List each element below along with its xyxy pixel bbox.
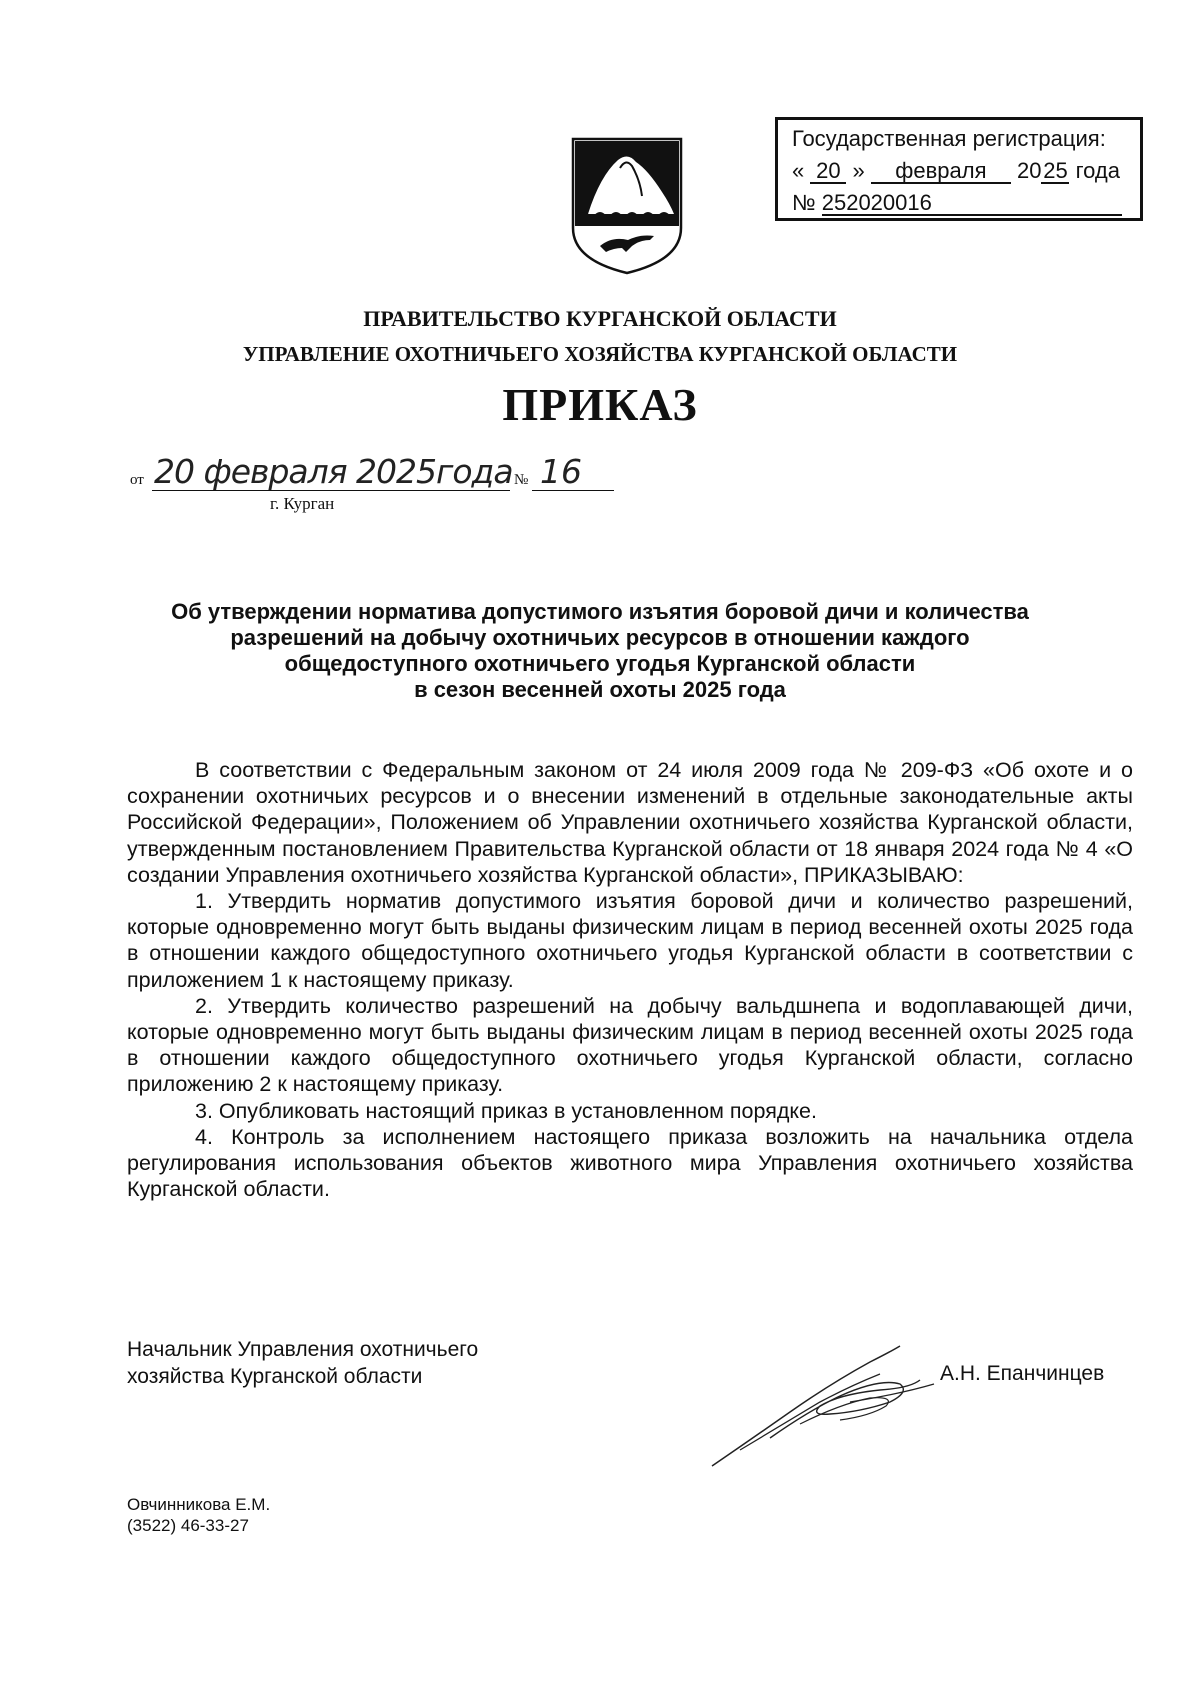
signatory-position: Начальник Управления охотничьего хозяйства Курганской области	[127, 1338, 479, 1388]
government-name: ПРАВИТЕЛЬСТВО КУРГАНСКОЙ ОБЛАСТИ	[363, 306, 837, 331]
subject-line: общедоступного охотничьего угодья Курганской области	[284, 651, 916, 676]
handwritten-number: 16	[540, 452, 582, 491]
order-item: 2. Утвердить количество разрешений на добычу вальдшнепа и водоплавающей дичи, которые одновременно могут быть выданы физическим лицам в период весенней охоты 2025 года в отношении каждого общедоступного охотничьего угодья Курганской области, согласно приложению 2 к настоящему приказу.	[127, 993, 1133, 1097]
executor-info	[127, 1494, 270, 1536]
signatory-name: А.Н. Епанчинцев	[940, 1362, 1105, 1385]
registration-year: 25	[1043, 158, 1068, 183]
subject-line: Об утверждении норматива допустимого изъятия боровой дичи и количества	[171, 599, 1029, 624]
registration-number: № 252020016	[792, 190, 1122, 216]
document-type-title: ПРИКАЗ	[502, 379, 698, 430]
registration-date: « 20 » февраля 2025 года	[792, 158, 1120, 183]
registration-heading: Государственная регистрация:	[792, 126, 1106, 151]
order-item: 3. Опубликовать настоящий приказ в установленном порядке.	[195, 1098, 817, 1123]
order-item: 4. Контроль за исполнением настоящего приказа возложить на начальника отдела регулирования использования объектов животного мира Управления охотничьего хозяйства Курганской области.	[127, 1124, 1133, 1202]
registration-day: 20	[810, 160, 846, 184]
subject-line: в сезон весенней охоты 2025 года	[414, 677, 786, 702]
document-subject	[120, 599, 1080, 703]
department-name: УПРАВЛЕНИЕ ОХОТНИЧЬЕГО ХОЗЯЙСТВА КУРГАНСКОЙ ОБЛАСТИ	[242, 342, 958, 366]
handwritten-signature	[710, 1340, 940, 1470]
executor-phone: (3522) 46-33-27	[127, 1516, 249, 1535]
order-item: 1. Утвердить норматив допустимого изъятия боровой дичи и количество разрешений, которые одновременно могут быть выданы физическим лицам в период весенней охоты 2025 года в отношении каждого общедоступного охотничьего угодья Курганской области в соответствии с приложением 1 к настоящему приказу.	[127, 889, 1133, 992]
registration-month: февраля	[871, 160, 1011, 184]
preamble-paragraph: В соответствии с Федеральным законом от 24 июля 2009 года № 209-ФЗ «Об охоте и о сохранении охотничьих ресурсов и о внесении изменений в отдельные законодательные акты Российской Федерации», Положением об Управлении охотничьего хозяйства Курганской области, утвержденным постановлением Правительства Курганской области от 18 января 2024 года № 4 «О создании Управления охотничьего хозяйства Курганской области», ПРИКАЗЫВАЮ:	[127, 758, 1133, 887]
coat-of-arms-icon	[570, 136, 684, 276]
from-label: от	[130, 472, 144, 488]
number-label: №	[514, 472, 529, 488]
city-label: г. Курган	[270, 494, 335, 513]
registration-stamp	[775, 117, 1143, 221]
order-date-line	[130, 452, 630, 522]
executor-name: Овчинникова Е.М.	[127, 1495, 271, 1514]
subject-line: разрешений на добычу охотничьих ресурсов в отношении каждого	[230, 625, 970, 650]
document-body	[127, 757, 1133, 1202]
handwritten-date: 20 февраля 2025года	[154, 452, 513, 491]
